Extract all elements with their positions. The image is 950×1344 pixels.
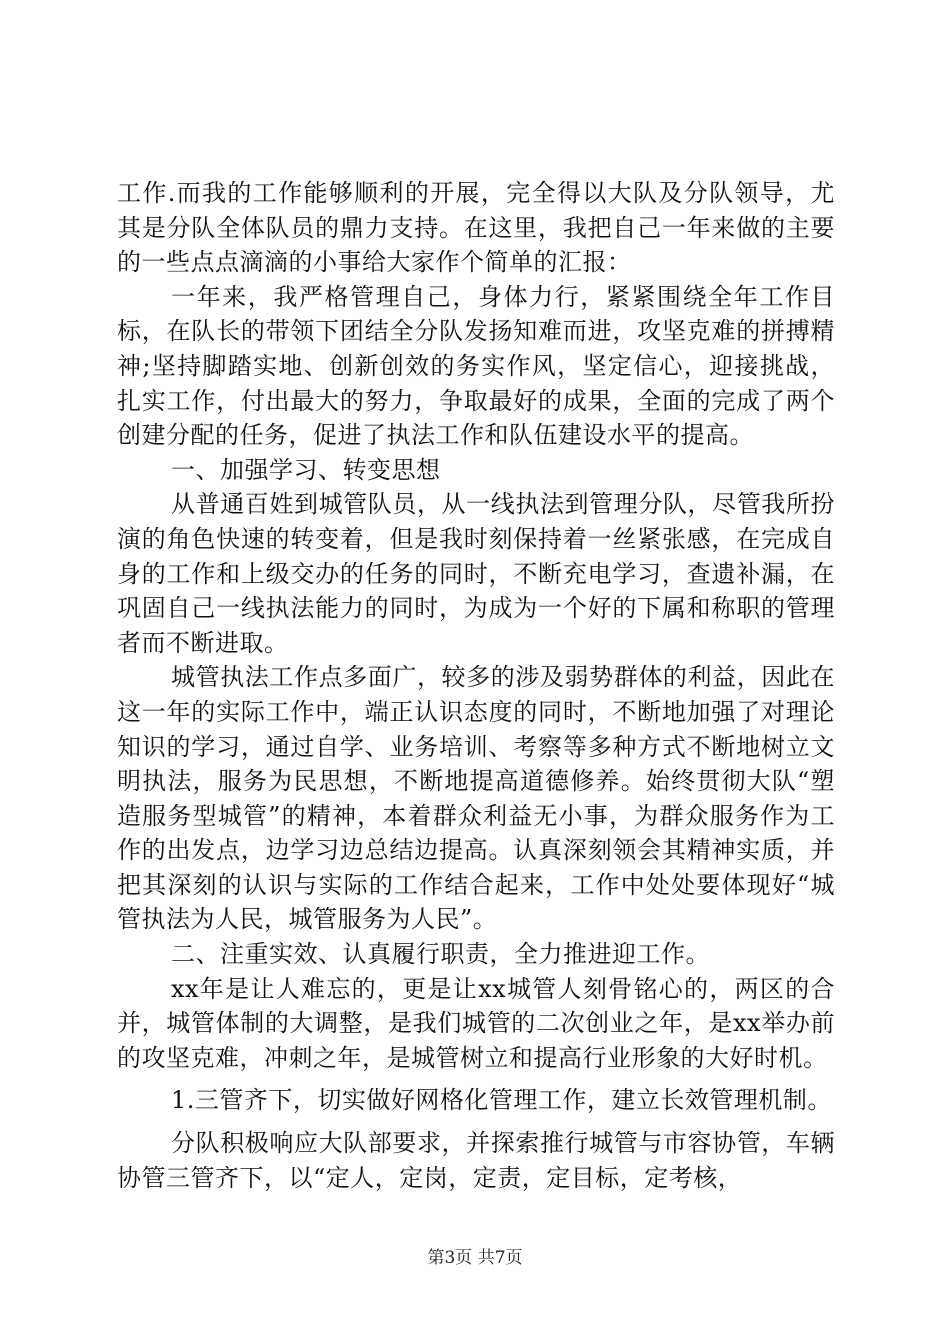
paragraph-summary: 一年来，我严格管理自己，身体力行，紧紧围绕全年工作目标，在队长的带领下团结全分队发扬知难而进，攻坚克难的拼搏精神;坚持脚踏实地、创新创效的务实作风，坚定信心，迎接挑战，扎实工作，付出最大的努力，争取最好的成果，全面的完成了两个创建分配的任务，促进了执法工作和队伍建设水平的提高。: [117, 282, 835, 450]
paragraph-intro: 工作.而我的工作能够顺利的开展，完全得以大队及分队领导，尤其是分队全体队员的鼎力支持。在这里，我把自己一年来做的主要的一些点点滴滴的小事给大家作个简单的汇报：: [117, 179, 835, 277]
page-footer: 第3页 共7页: [427, 1248, 523, 1268]
section-heading-1: 一、加强学习、转变思想: [171, 455, 441, 484]
paragraph-year-review: xx年是让人难忘的，更是让xx城管人刻骨铭心的，两区的合并，城管体制的大调整，是我们城管的二次创业之年，是xx举办前的攻坚克难，冲刺之年，是城管树立和提高行业形象的大好时机。: [117, 974, 835, 1072]
paragraph-role-change: 从普通百姓到城管队员，从一线执法到管理分队，尽管我所扮演的角色快速的转变着，但是我时刻保持着一丝紧张感，在完成自身的工作和上级交办的任务的同时，不断充电学习，查遗补漏，在巩固自己一线执法能力的同时，为成为一个好的下属和称职的管理者而不断进取。: [117, 490, 835, 657]
paragraph-study: 城管执法工作点多面广，较多的涉及弱势群体的利益，因此在这一年的实际工作中，端正认识态度的同时，不断地加强了对理论知识的学习，通过自学、业务培训、考察等多种方式不断地树立文明执法，服务为民思想，不断地提高道德修养。始终贯彻大队“塑造服务型城管”的精神，本着群众利益无小事，为群众服务作为工作的出发点，边学习边总结边提高。认真深刻领会其精神实质，并把其深刻的认识与实际的工作结合起来，工作中处处要体现好“城管执法为人民，城管服务为人民”。: [117, 663, 835, 934]
section-heading-2: 二、注重实效、认真履行职责，全力推进迎工作。: [171, 940, 710, 969]
subsection-heading-1: 1.三管齐下，切实做好网格化管理工作，建立长效管理机制。: [171, 1086, 832, 1115]
document-body: [117, 176, 835, 1195]
paragraph-grid-management: 分队积极响应大队部要求，并探索推行城管与市容协管，车辆协管三管齐下，以“定人，定岗，定责，定目标，定考核，: [117, 1129, 835, 1192]
